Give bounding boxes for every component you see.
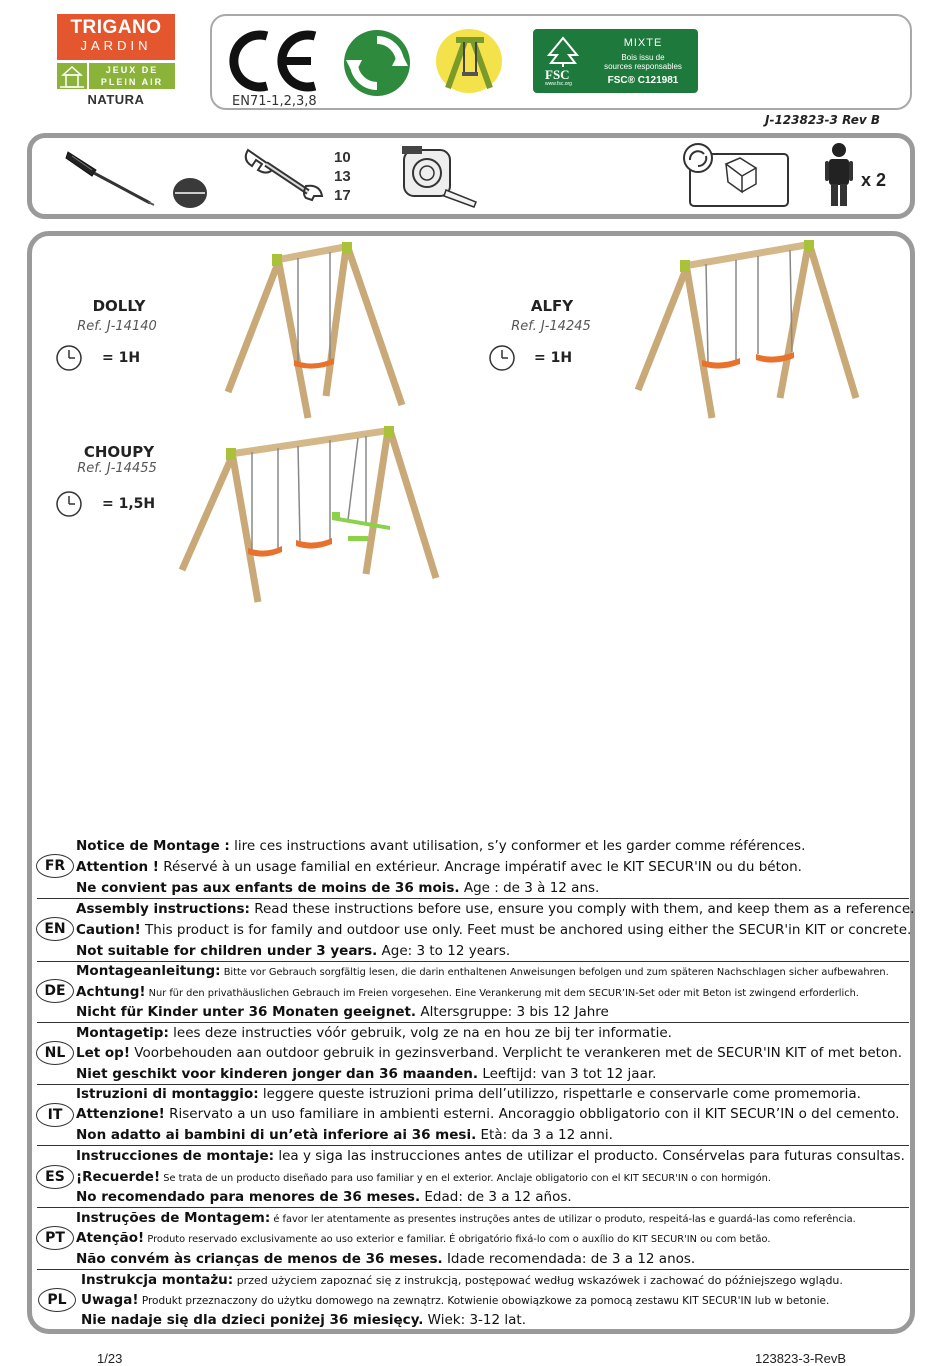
product-ref: Ref. J-14455	[77, 461, 157, 476]
language-badge: PL	[38, 1288, 76, 1312]
clock-icon	[55, 490, 83, 522]
separator	[37, 961, 909, 962]
notice-heading: Instrukcja montażu:	[81, 1272, 234, 1288]
wrench-size-13: 13	[334, 168, 351, 185]
language-badge: EN	[36, 917, 74, 941]
notice-text: Read these instructions before use, ensure you comply with them, and keep them as a reference.	[249, 901, 915, 917]
separator	[37, 1022, 909, 1023]
notice-line-3	[76, 1189, 572, 1206]
notice-warning: Attenzione!	[76, 1106, 165, 1122]
dolly-swing-image	[222, 240, 410, 426]
notice-line-3	[76, 1066, 656, 1083]
notice-line-2	[76, 984, 859, 1002]
notice-text: lea y siga las instrucciones antes de utilizar el producto. Consérvelas para futuras consultas.	[274, 1148, 905, 1164]
notice-text: lire ces instructions avant utilisation, s’y conformer et les garder comme références.	[229, 838, 806, 854]
language-badge: NL	[36, 1041, 74, 1065]
clock-icon	[55, 344, 83, 376]
product-ref: Ref. J-14140	[77, 319, 157, 334]
notice-line-1	[76, 963, 889, 981]
playhouse-icon	[57, 63, 87, 89]
notice-text: przed użyciem zapoznać się z instrukcją, postępować według wskazówek i zachować do późniejszego wglądu.	[233, 1274, 843, 1287]
logo-tagline	[89, 63, 175, 89]
notice-text: Se trata de un producto diseñado para uso familiar y en el exterior. Anclaje obligatorio con el KIT SECUR'IN o con hormigón.	[160, 1173, 771, 1184]
notice-line-2	[76, 859, 802, 876]
notice-text: é favor ler atentamente as presentes instruções antes de utilizar o produto, respeitá-las e guardá-las como referência.	[270, 1214, 856, 1225]
notice-age-warning: No recomendado para menores de 36 meses.	[76, 1189, 421, 1205]
language-badge: FR	[36, 854, 74, 878]
notice-line-3	[76, 1251, 695, 1268]
ce-mark-icon	[227, 30, 323, 96]
notice-text: Age: 3 to 12 years.	[377, 943, 511, 959]
notice-line-2	[76, 1169, 771, 1187]
wrench-icon	[242, 146, 326, 210]
tape-measure-icon	[400, 144, 480, 212]
logo-tagline-bar	[57, 63, 175, 89]
notice-warning: Uwaga!	[81, 1292, 139, 1308]
notice-text: Altersgruppe: 3 bis 12 Jahre	[416, 1004, 609, 1020]
notice-warning: Atenção!	[76, 1230, 145, 1246]
fsc-description	[595, 53, 691, 71]
page-number: 1/23	[97, 1351, 123, 1366]
notice-line-2	[76, 922, 911, 939]
separator	[37, 1145, 909, 1146]
notice-line-1	[81, 1272, 843, 1289]
notice-heading: Notice de Montage :	[76, 838, 230, 854]
screwdriver-icon	[64, 144, 158, 212]
assembly-time: = 1,5H	[102, 496, 156, 512]
notice-text: Leeftijd: van 3 tot 12 jaar.	[478, 1066, 657, 1082]
notice-text: Réservé à un usage familial en extérieur. Ancrage impératif avec le KIT SECUR'IN ou du béton.	[158, 859, 802, 875]
notice-heading: Montagetip:	[76, 1025, 169, 1041]
footer-doc-ref: 123823-3-RevB	[755, 1351, 847, 1366]
notice-line-3	[81, 1312, 526, 1329]
notice-line-2	[76, 1230, 771, 1248]
wrench-size-17: 17	[334, 187, 351, 204]
notice-line-3	[76, 880, 599, 897]
people-count: x 2	[861, 170, 887, 190]
notice-line-1	[76, 1086, 861, 1103]
notice-warning: Let op!	[76, 1045, 131, 1061]
wrench-sizes	[334, 148, 351, 205]
notice-text: Idade recomendada: de 3 a 12 anos.	[442, 1251, 696, 1267]
notice-text: Age : de 3 à 12 ans.	[459, 880, 600, 896]
notice-line-3	[76, 1004, 609, 1021]
notice-text: Produto reservado exclusivamente ao uso exterior e familiar. É obrigatório fixá-lo com o auxílio do KIT SECUR'IN ou com betão.	[144, 1234, 771, 1245]
notice-age-warning: Not suitable for children under 3 years.	[76, 943, 378, 959]
fsc-mixte: MIXTE	[623, 37, 663, 49]
notice-text: Età: da 3 a 12 anni.	[476, 1127, 613, 1143]
language-badge: ES	[36, 1165, 74, 1189]
clock-icon	[488, 344, 516, 376]
assembly-time: = 1H	[102, 350, 141, 366]
notice-text: Edad: de 3 a 12 años.	[420, 1189, 572, 1205]
brand-logo	[57, 14, 175, 107]
person-icon	[824, 142, 854, 212]
notice-age-warning: Niet geschikt voor kinderen jonger dan 36 maanden.	[76, 1066, 479, 1082]
logo-sub: JARDIN	[80, 38, 152, 53]
product-ref: Ref. J-14245	[511, 319, 591, 334]
notice-line-2	[76, 1045, 902, 1062]
notice-heading: Instruções de Montagem:	[76, 1210, 271, 1226]
separator	[37, 1084, 909, 1085]
notice-age-warning: Non adatto ai bambini di un’età inferiore ai 36 mesi.	[76, 1127, 477, 1143]
notice-text: Riservato a un uso familiare in ambienti esterni. Ancoraggio obbligatorio con il KIT SECUR’IN o del cemento.	[164, 1106, 900, 1122]
notice-line-1	[76, 1210, 856, 1228]
separator	[37, 1269, 909, 1270]
product-name: DOLLY	[92, 297, 146, 315]
separator	[37, 898, 909, 899]
wrench-size-10: 10	[334, 149, 351, 166]
notice-line-1	[76, 1025, 672, 1042]
drill-bit-icon	[172, 177, 208, 213]
choupy-swing-image	[176, 424, 442, 610]
notice-text: Bitte vor Gebrauch sorgfältig lesen, die darin enthaltenen Anweisungen befolgen und zum späteren Nachschlagen sicher aufbewahren.	[220, 967, 889, 978]
language-badge: PT	[36, 1226, 74, 1250]
notice-text: Produkt przeznaczony do użytku domowego na zewnątrz. Kotwienie obowiązkowe za pomocą zestawu KIT SECUR'IN lub w betonie.	[138, 1295, 830, 1307]
fsc-desc-1: Bois issu de	[621, 53, 665, 62]
fsc-desc-2: sources responsables	[604, 62, 682, 71]
fsc-code: FSC® C121981	[607, 75, 679, 86]
notice-line-1	[76, 1148, 905, 1165]
notice-heading: Istruzioni di montaggio:	[76, 1086, 259, 1102]
notice-line-1	[76, 901, 914, 918]
notice-text: Nur für den privathäuslichen Gebrauch im Freien vorgesehen. Eine Verankerung mit dem SECUR’IN-Set oder mit Beton ist zwingend erforderlich.	[145, 988, 859, 999]
notice-age-warning: Nicht für Kinder unter 36 Monaten geeignet.	[76, 1004, 417, 1020]
product-name: ALFY	[530, 297, 574, 315]
notice-line-3	[76, 943, 510, 960]
logo-natura: NATURA	[87, 92, 145, 107]
notice-text: leggere queste istruzioni prima dell’utilizzo, rispettarle e conservarle come promemoria.	[258, 1086, 861, 1102]
assembly-time: = 1H	[534, 350, 573, 366]
product-name: CHOUPY	[83, 443, 155, 461]
notice-line-2	[76, 1106, 899, 1123]
logo-banner	[57, 14, 175, 60]
notice-line-3	[76, 1127, 613, 1144]
document-reference: J-123823-3 Rev B	[765, 113, 880, 127]
logo-tagline-1: JEUX DE	[105, 65, 159, 75]
language-badge: IT	[36, 1103, 74, 1127]
notice-warning: Achtung!	[76, 984, 146, 1000]
notice-line-1	[76, 838, 805, 855]
language-badge: DE	[36, 979, 74, 1003]
notice-age-warning: Nie nadaje się dla dzieci poniżej 36 miesięcy.	[81, 1312, 424, 1328]
notice-line-2	[81, 1292, 829, 1310]
notice-heading: Assembly instructions:	[76, 901, 250, 917]
fsc-tree-icon	[543, 35, 583, 71]
standard-label: EN71-1,2,3,8	[232, 94, 317, 109]
recycle-packaging-icon	[682, 142, 790, 214]
swing-frame-icon	[434, 28, 504, 98]
green-dot-recycle-icon	[342, 28, 412, 102]
notice-text: Voorbehouden aan outdoor gebruik in gezinsverband. Verplicht te verankeren met de SECUR'IN KIT of met beton.	[130, 1045, 903, 1061]
notice-warning: ¡Recuerde!	[76, 1169, 161, 1185]
fsc-label	[533, 29, 698, 93]
logo-tagline-2: PLEIN AIR	[100, 77, 164, 87]
notice-heading: Instrucciones de montaje:	[76, 1148, 275, 1164]
notice-text: lees deze instructies vóór gebruik, volg ze na en hou ze bij ter informatie.	[168, 1025, 672, 1041]
notice-warning: Attention !	[76, 859, 159, 875]
fsc-url: www.fsc.org	[545, 81, 572, 87]
notice-age-warning: Não convém às crianças de menos de 36 meses.	[76, 1251, 443, 1267]
separator	[37, 1207, 909, 1208]
notice-age-warning: Ne convient pas aux enfants de moins de 36 mois.	[76, 880, 460, 896]
notice-heading: Montageanleitung:	[76, 963, 221, 979]
logo-brand: TRIGANO	[70, 17, 162, 38]
fsc-word: FSC	[545, 67, 570, 82]
notice-text: Wiek: 3-12 lat.	[423, 1312, 526, 1328]
notice-warning: Caution!	[76, 922, 141, 938]
notice-text: This product is for family and outdoor use only. Feet must be anchored using either the SECUR'in KIT or concrete.	[140, 922, 912, 938]
alfy-swing-image	[630, 238, 862, 426]
